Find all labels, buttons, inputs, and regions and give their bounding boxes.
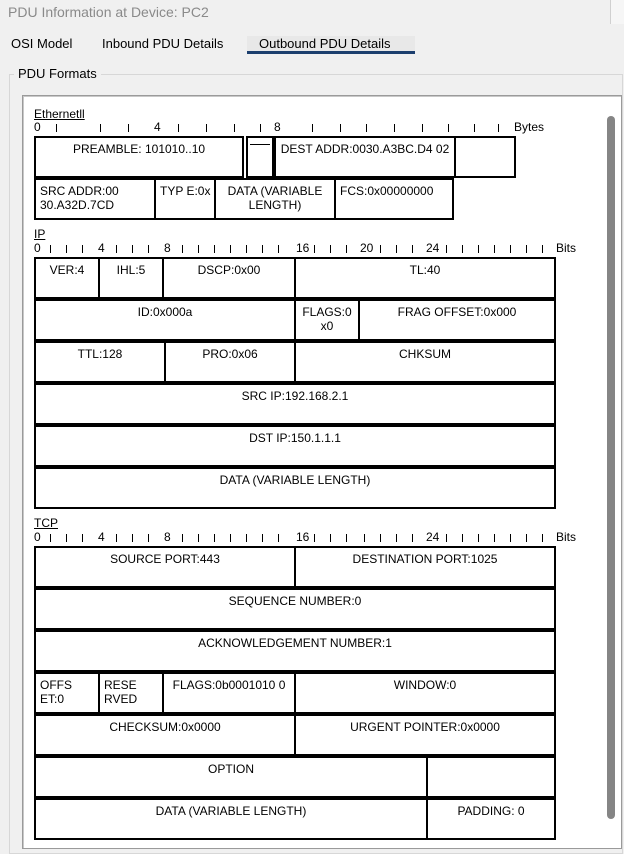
ip-protocol-field: PRO:0x06 (164, 341, 296, 383)
ruler-tick (182, 534, 183, 542)
tcp-ruler-label: 4 (98, 530, 105, 544)
ruler-tick (314, 245, 315, 253)
ruler-tick (182, 245, 183, 253)
eth-fcs-field: FCS:0x00000000 (334, 178, 454, 220)
window-scrollbar[interactable] (610, 0, 624, 24)
window-title: PDU Information at Device: PC2 (8, 4, 209, 20)
ruler-tick (234, 124, 235, 132)
ip-id-field: ID:0x000a (34, 299, 296, 341)
ruler-tick (448, 124, 449, 132)
ruler-tick (394, 124, 395, 132)
ruler-tick (446, 534, 447, 542)
tcp-ruler-label: 8 (164, 530, 171, 544)
ruler-tick (260, 124, 261, 132)
ip-ruler-label: 24 (426, 241, 440, 255)
eth-preamble-field: PREAMBLE: 101010..10 (34, 136, 244, 178)
ruler-tick (262, 534, 263, 542)
ip-dscp-field: DSCP:0x00 (162, 257, 296, 299)
ruler-tick (230, 534, 231, 542)
ruler-tick (100, 124, 101, 132)
ruler-tick (278, 534, 279, 542)
ip-ttl-field: TTL:128 (34, 341, 166, 383)
tcp-ruler (34, 532, 594, 544)
ruler-tick (82, 245, 83, 253)
ruler-tick (340, 124, 341, 132)
ruler-tick (330, 534, 331, 542)
ruler-tick (246, 245, 247, 253)
ruler-tick (510, 245, 511, 253)
ruler-tick (198, 534, 199, 542)
tcp-ruler-label: 16 (296, 530, 310, 544)
ruler-tick (462, 245, 463, 253)
ruler-tick (494, 245, 495, 253)
ruler-tick (246, 534, 247, 542)
tcp-source-port-field: SOURCE PORT:443 (34, 546, 296, 588)
tcp-data-field: DATA (VARIABLE LENGTH) (34, 798, 428, 840)
ip-ruler-label: 16 (296, 241, 310, 255)
ruler-tick (198, 245, 199, 253)
tcp-ack-number-field: ACKNOWLEDGEMENT NUMBER:1 (34, 630, 556, 672)
ip-ruler-label: 20 (360, 241, 374, 255)
ruler-tick (132, 534, 133, 542)
ruler-tick (366, 124, 367, 132)
tcp-ruler-unit: Bits (556, 530, 577, 544)
ruler-tick (498, 124, 499, 132)
ruler-tick (214, 245, 215, 253)
ruler-tick (50, 245, 51, 253)
tcp-option-empty-field (426, 756, 556, 798)
tcp-section-title: TCP (34, 516, 58, 530)
ruler-tick (346, 245, 347, 253)
tab-osi-model[interactable]: OSI Model (11, 36, 73, 51)
ip-flags-field: FLAGS:0 x0 (294, 299, 360, 341)
eth-dest-addr-field: DEST ADDR:0030.A3BC.D4 02 (274, 136, 456, 178)
ip-checksum-field: CHKSUM (294, 341, 556, 383)
ip-frag-offset-field: FRAG OFFSET:0x000 (358, 299, 556, 341)
tcp-destination-port-field: DESTINATION PORT:1025 (294, 546, 556, 588)
ip-tl-field: TL:40 (294, 257, 556, 299)
ruler-tick (214, 534, 215, 542)
ruler-tick (462, 534, 463, 542)
ip-section-title: IP (34, 227, 46, 241)
ruler-tick (396, 245, 397, 253)
tcp-option-field: OPTION (34, 756, 428, 798)
tcp-ruler-label: 24 (426, 530, 440, 544)
ip-dst-ip-field: DST IP:150.1.1.1 (34, 425, 556, 467)
eth-type-field (154, 178, 216, 220)
ruler-tick (380, 245, 381, 253)
ruler-tick (132, 245, 133, 253)
ruler-tick (66, 245, 67, 253)
ethernet-ruler (34, 122, 554, 134)
tcp-flags-field: FLAGS:0b0001010 0 (162, 672, 296, 714)
ip-data-field: DATA (VARIABLE LENGTH) (34, 467, 556, 509)
ruler-tick (422, 124, 423, 132)
eth-sfd-field (246, 136, 274, 178)
ruler-tick (478, 534, 479, 542)
ip-ruler-label: 8 (164, 241, 171, 255)
ruler-tick (510, 534, 511, 542)
ruler-tick (330, 245, 331, 253)
ruler-tick (526, 245, 527, 253)
ip-ruler-unit: Bits (556, 241, 577, 255)
ruler-tick (66, 534, 67, 542)
ethernet-ruler-label: 8 (274, 120, 281, 134)
vertical-scrollbar-thumb[interactable] (607, 116, 615, 819)
tcp-padding-field: PADDING: 0 (426, 798, 556, 840)
ruler-tick (346, 534, 347, 542)
ip-ver-field: VER:4 (34, 257, 100, 299)
ruler-tick (312, 124, 313, 132)
eth-dest-empty-field (454, 136, 516, 178)
ruler-tick (380, 534, 381, 542)
ruler-tick (526, 534, 527, 542)
ruler-tick (314, 534, 315, 542)
ruler-tick (542, 534, 543, 542)
tab-outbound-pdu-details[interactable]: Outbound PDU Details (247, 36, 415, 54)
ruler-tick (396, 534, 397, 542)
ip-ruler-label: 4 (98, 241, 105, 255)
ethernet-ruler-label: 0 (34, 120, 41, 134)
tab-inbound-pdu-details[interactable]: Inbound PDU Details (102, 36, 224, 51)
ruler-tick (474, 124, 475, 132)
ruler-tick (494, 534, 495, 542)
tcp-sequence-number-field: SEQUENCE NUMBER:0 (34, 588, 556, 630)
tcp-reserved-field: RESE RVED (98, 672, 164, 714)
tcp-urgent-pointer-field: URGENT POINTER:0x0000 (294, 714, 556, 756)
tcp-offset-field: OFFS ET:0 (34, 672, 100, 714)
ruler-tick (206, 124, 207, 132)
ip-ruler (34, 243, 594, 255)
ip-ihl-field: IHL:5 (98, 257, 164, 299)
ruler-tick (230, 245, 231, 253)
ruler-tick (278, 245, 279, 253)
ethernet-ruler-unit: Bytes (514, 120, 545, 134)
eth-src-addr-field: SRC ADDR:00 30.A32D.7CD (34, 178, 156, 220)
eth-data-field: DATA (VARIABLE LENGTH) (214, 178, 336, 220)
ruler-tick (478, 245, 479, 253)
ruler-tick (412, 534, 413, 542)
ethernet-section-title: Ethernetll (34, 107, 85, 121)
ruler-tick (56, 124, 57, 132)
ruler-tick (542, 245, 543, 253)
ruler-tick (412, 245, 413, 253)
tcp-checksum-field: CHECKSUM:0x0000 (34, 714, 296, 756)
ruler-tick (262, 245, 263, 253)
ruler-tick (148, 534, 149, 542)
ruler-tick (82, 534, 83, 542)
eth-type-label: TYP E:0x (160, 184, 211, 198)
ruler-tick (178, 124, 179, 132)
ruler-tick (116, 534, 117, 542)
ruler-tick (148, 245, 149, 253)
ip-ruler-label: 0 (34, 241, 41, 255)
ruler-tick (116, 245, 117, 253)
ip-src-ip-field: SRC IP:192.168.2.1 (34, 383, 556, 425)
pdu-formats-title: PDU Formats (14, 66, 101, 81)
tcp-window-field: WINDOW:0 (294, 672, 556, 714)
ruler-tick (50, 534, 51, 542)
tcp-ruler-label: 0 (34, 530, 41, 544)
ruler-tick (364, 534, 365, 542)
sfd-dash (250, 144, 270, 145)
ethernet-ruler-label: 4 (154, 120, 161, 134)
ruler-tick (446, 245, 447, 253)
ruler-tick (128, 124, 129, 132)
